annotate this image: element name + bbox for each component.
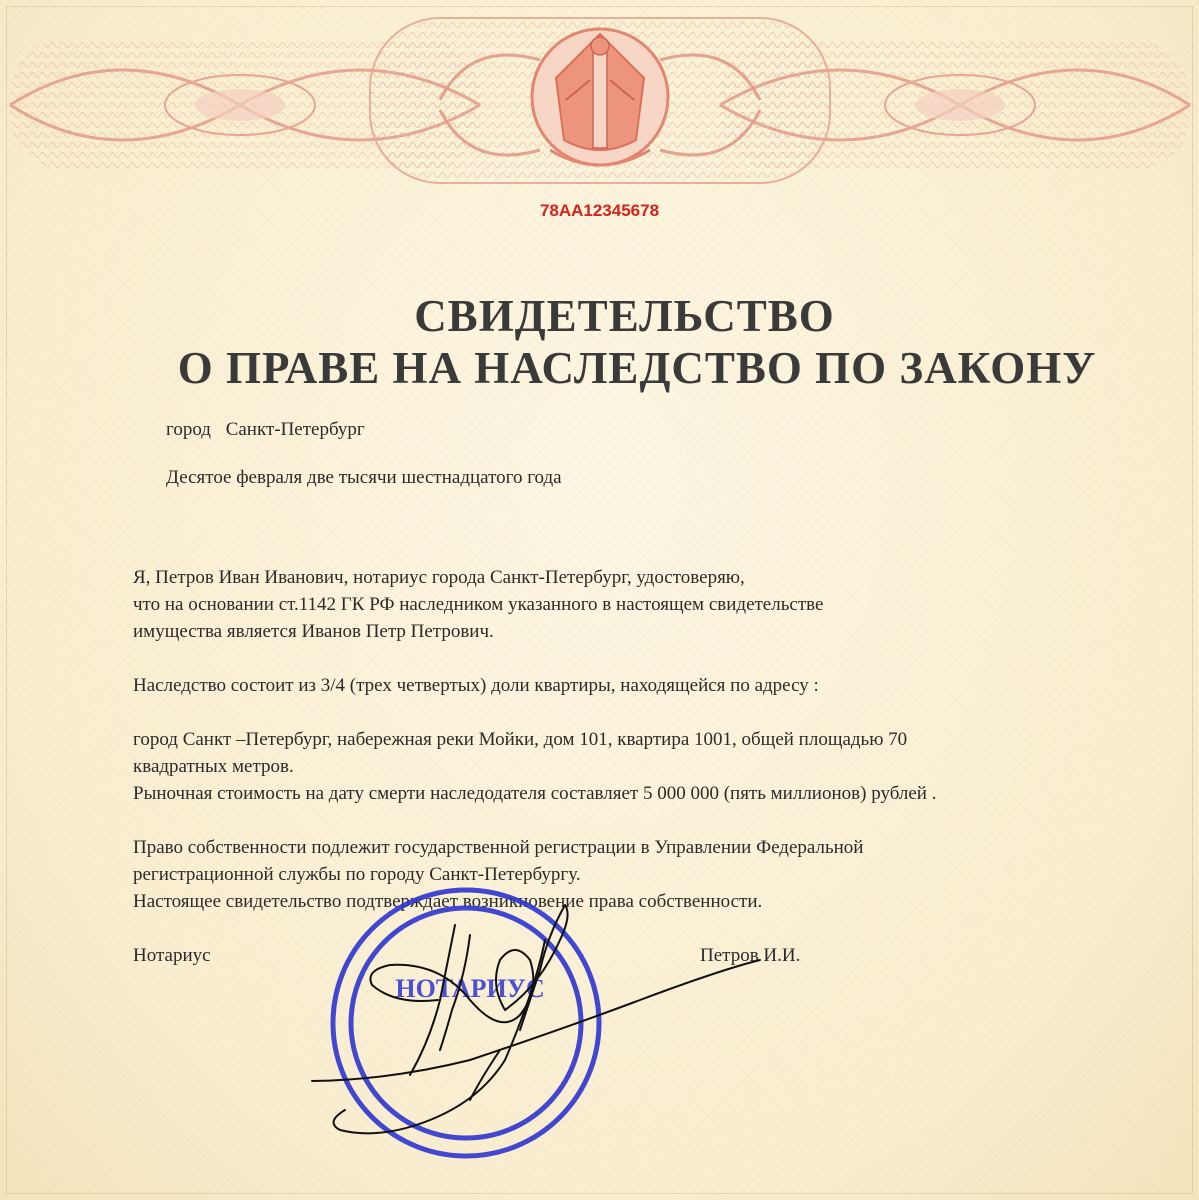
city-line	[166, 416, 365, 443]
notary-label: Нотариус	[133, 945, 211, 966]
serial-number: 78АА12345678	[539, 201, 660, 220]
ornament-band	[0, 0, 1199, 200]
text-line: Право собственности подлежит государственной регистрации в Управлении Федеральной	[133, 837, 864, 858]
text-line: город Санкт –Петербург, набережная реки Мойки, дом 101, квартира 1001, общей площадью 70	[133, 729, 908, 750]
issue-date: Десятое февраля две тысячи шестнадцатого года	[166, 467, 562, 488]
paragraph-address	[133, 726, 936, 807]
city-label: город	[166, 419, 211, 440]
notary-name: Петров И.И.	[700, 945, 801, 966]
paragraph-notary-statement	[133, 564, 823, 645]
paragraph-registration	[133, 834, 863, 915]
text-line: квадратных метров.	[133, 756, 294, 777]
city-value: Санкт-Петербург	[225, 419, 365, 440]
text-line: имущества является Иванов Петр Петрович.	[133, 621, 494, 642]
text-line: Наследство состоит из 3/4 (трех четвертых) доли квартиры, находящейся по адресу :	[133, 675, 819, 696]
paragraph-inheritance	[133, 672, 819, 699]
title-line-2: О ПРАВЕ НА НАСЛЕДСТВО ПО ЗАКОНУ	[177, 343, 1097, 393]
stamp-text: НОТАРИУС	[395, 974, 545, 1003]
text-line: регистрационной службы по городу Санкт-Петербургу.	[133, 864, 581, 885]
emblem-icon	[370, 18, 830, 183]
document-title	[0, 290, 1199, 394]
text-line: что на основании ст.1142 ГК РФ наследником указанного в настоящем свидетельстве	[133, 594, 824, 615]
title-line-1: СВИДЕТЕЛЬСТВО	[414, 291, 835, 341]
text-line: Я, Петров Иван Иванович, нотариус города Санкт-Петербург, удостоверяю,	[133, 567, 745, 588]
text-line: Настоящее свидетельство подтверждает возникновение права собственности.	[133, 891, 763, 912]
text-line: Рыночная стоимость на дату смерти наследодателя составляет 5 000 000 (пять миллионов) рублей .	[133, 783, 937, 804]
